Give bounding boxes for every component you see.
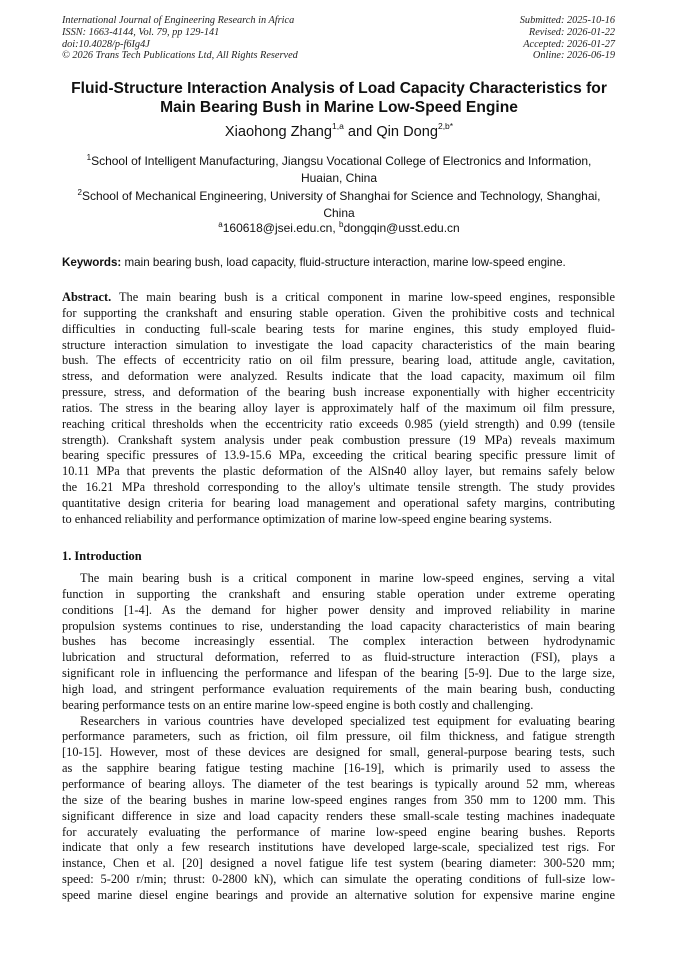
keywords-label: Keywords: <box>62 256 122 269</box>
paragraph-line: indicate that only a few research institutions have developed large-scale, specialized test rigs. For <box>62 840 615 855</box>
paragraph-line: speed marine diesel engine bearings and provide an alternative solution for expensive marine engine <box>62 887 615 902</box>
abstract-line: stress, and deformation were analyzed. Results indicate that the load capacity, maximum oil film <box>62 369 615 384</box>
section-heading-introduction: 1. Introduction <box>62 549 142 563</box>
abstract-line: Abstract. The main bearing bush is a critical component in marine low-speed engines, responsible <box>62 290 615 304</box>
email-a: 160618@jsei.edu.cn, <box>222 221 336 235</box>
abstract-line: to enhanced reliability and performance optimization of marine low-speed engine bearing systems. <box>62 511 552 526</box>
affiliation-2-marker: 2 <box>77 188 82 197</box>
journal-header-right <box>520 15 615 62</box>
author-2: Qin Dong <box>376 123 438 140</box>
paragraph-line: the size of the bearing bushes in marine low-speed engines ranges from 350 mm to 1200 mm. This <box>62 792 615 807</box>
journal-issn: ISSN: 1663-4144, Vol. 79, pp 129-141 <box>62 26 220 38</box>
author-1-affiliation: 1,a <box>332 121 344 131</box>
abstract-line: difficulties in conducting full-scale bearing tests for marine engines, this study employed fluid- <box>62 321 615 336</box>
affiliation-2-line-1: School of Mechanical Engineering, University of Shanghai for Science and Technology, Shanghai, <box>81 189 601 203</box>
date-revised: Revised: 2026-01-22 <box>528 26 615 38</box>
paragraph-line: function in supporting the crankshaft and ensuring stable operation under extreme operating <box>62 586 615 601</box>
paragraph-line: The main bearing bush is a critical component in marine low-speed engines, serving a vital <box>80 571 615 585</box>
author-1: Xiaohong Zhang <box>224 123 332 140</box>
paragraph-line: lubrication and structural deformation, referred to as fluid-structure interaction (FSI), plays a <box>62 650 615 665</box>
paragraph-line: speed: 5-200 r/min; thrust: 0-2800 kN), which can simulate the operating conditions of full-size low- <box>62 872 615 887</box>
paragraph-line: performance of bearing alloys. The diameter of the test bearings is typically around 52 mm, whereas <box>62 776 615 791</box>
keywords-text: main bearing bush, load capacity, fluid-structure interaction, marine low-speed engine. <box>124 256 566 269</box>
journal-doi: doi:10.4028/p-f6Ig4J <box>62 38 150 50</box>
abstract-line: the 16.21 MPa threshold corresponding to the alloy's ultimate tensile strength. The study provides <box>62 480 615 495</box>
abstract-label: Abstract. <box>62 290 112 304</box>
abstract-line: pressure, stress, and deformation of the bearing bush increase exponentially with higher eccentricity <box>62 385 615 400</box>
affiliation-2 <box>40 185 638 221</box>
paragraph-line: [10-15]. However, most of these devices are designed for small, general-purpose bearing tests, such <box>62 745 615 760</box>
paper-title-line-2: Main Bearing Bush in Marine Low-Speed Engine <box>160 98 518 116</box>
abstract <box>62 290 615 528</box>
email-b-marker: b <box>339 220 344 229</box>
paragraph-line: high load, and stringent performance evaluation requirements of the main bearing bush, conducting <box>62 681 615 696</box>
paper-title <box>40 80 638 117</box>
date-submitted: Submitted: 2025-10-16 <box>519 15 615 26</box>
author-2-affiliation: 2,b* <box>437 121 454 131</box>
author-conjunction: and <box>347 123 373 140</box>
abstract-line: bush. The effects of eccentricity ratio on oil film pressure, bearing load, attitude angle, cavitation, <box>62 353 615 368</box>
date-accepted: Accepted: 2026-01-27 <box>523 38 615 50</box>
paragraph-line: bearing performance tests on an entire marine low-speed engine is both costly and challenging. <box>62 697 534 712</box>
author-emails <box>40 220 638 235</box>
abstract-line: bearing specific pressures of 13.9-15.6 MPa, exceeding the critical bearing specific pressure limit of <box>62 448 615 463</box>
affiliation-2-line-2: China <box>323 205 355 220</box>
abstract-line: quantitative design criteria for bearing load management and operational safety margins, contributing <box>62 495 615 510</box>
author-list <box>40 122 638 140</box>
abstract-line: reaching critical thresholds when the eccentricity ratio exceeds 0.985 (yield strength) and 0.99 (tensile <box>62 416 615 431</box>
paragraph-line: performance parameters, such as friction, oil film pressure, oil film thickness, and fatigue strength <box>62 729 615 744</box>
paragraph-line: significant role in influencing the performance and lifespan of the bearing [5-9]. Due to the large size, <box>62 666 615 681</box>
paragraph-line: bushes has become increasingly essential. The complex interaction between hydrodynamic <box>62 634 615 649</box>
affiliation-1-marker: 1 <box>86 153 92 162</box>
journal-name: International Journal of Engineering Research in Africa <box>62 15 295 26</box>
paragraph-line: propulsion systems continues to rise, understanding the load capacity characteristics of main bearing <box>62 618 615 633</box>
email-b: dongqin@usst.edu.cn <box>343 221 460 235</box>
keywords <box>62 256 622 269</box>
introduction-body <box>62 571 615 904</box>
journal-copyright: © 2026 Trans Tech Publications Ltd, All Rights Reserved <box>62 50 298 62</box>
paragraph-line: significant difference in size and load capacity renders these small-scale testing machines inadequate <box>62 808 615 823</box>
date-online: Online: 2026-06-19 <box>532 50 615 62</box>
paper-title-line-1: Fluid-Structure Interaction Analysis of Load Capacity Characteristics for <box>71 80 607 97</box>
paragraph-line: instance, Chen et al. [20] designed a novel fatigue life test system (bearing diameter: 300-520 mm; <box>62 856 615 871</box>
journal-header-left <box>62 15 298 62</box>
paragraph-line: as the sapphire bearing fatigue testing machine [16-19], which is primarily used to assess the <box>62 761 615 776</box>
paragraph-line: for accurately evaluating the performance of marine low-speed engine bearing bushes. Reports <box>62 824 615 839</box>
abstract-line: 10.11 MPa that prevents the plastic deformation of the AlSn40 alloy layer, but remains safely below <box>62 464 615 479</box>
affiliation-1-line-2: Huaian, China <box>300 170 378 185</box>
abstract-line: structure interaction simulation to investigate the load capacity characteristics of the main bearing <box>62 337 615 352</box>
abstract-line: strength). Crankshaft system analysis under peak combustion pressure (19 MPa) reveals maximum <box>62 432 615 447</box>
affiliation-1 <box>40 150 638 186</box>
paragraph-line: conditions [1-4]. As the demand for higher power density and improved reliability in marine <box>62 602 615 617</box>
email-a-marker: a <box>218 220 223 229</box>
abstract-line: ratios. The stress in the bearing alloy layer is approximately half of the maximum oil film pressure, <box>62 400 615 415</box>
affiliation-1-line-1: School of Intelligent Manufacturing, Jiangsu Vocational College of Electronics and Information, <box>91 154 592 168</box>
paragraph-line: Researchers in various countries have developed specialized test equipment for evaluating bearing <box>80 713 615 728</box>
abstract-line: for supporting the crankshaft and ensuring stable operation. Given the prohibitive costs and technical <box>62 305 615 320</box>
